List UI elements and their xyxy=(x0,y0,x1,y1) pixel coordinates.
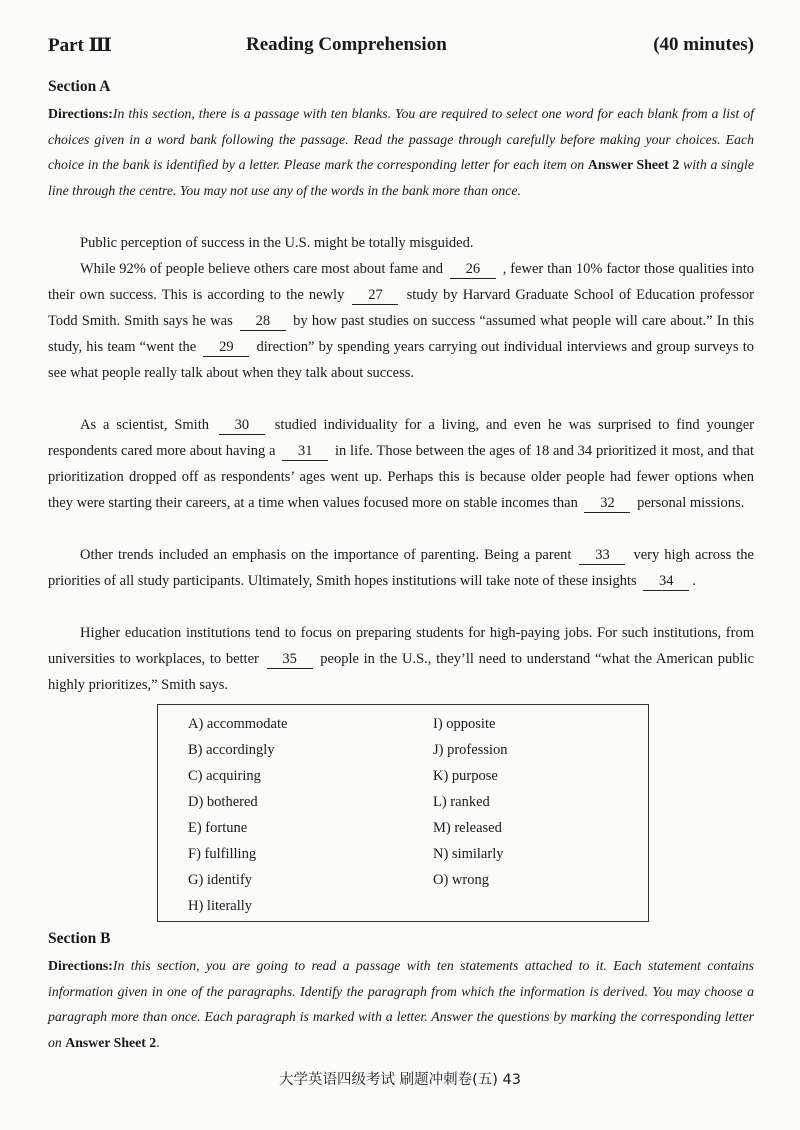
blank-35: 35 xyxy=(267,651,313,669)
directions-text: In this section, you are going to read a passage with ten statements attached to it. Each statement contains information given in one of the paragraphs. Identify the paragraph from which the information is derived. You may choose a paragraph more than once. Each paragraph is marked with a letter. Answer the questions by marking the corresponding letter on xyxy=(48,958,754,1050)
paragraph-text: , fewer than 10% factor those qualities into their own success. This is according to the newly xyxy=(48,261,754,303)
word-bank-option: F) fulfilling xyxy=(188,846,257,862)
blank-34: 34 xyxy=(643,573,689,591)
passage-paragraph-3 xyxy=(48,412,754,516)
paragraph-text: very high across the priorities of all study participants. Ultimately, Smith hopes institutions will take note of these insights xyxy=(48,547,754,589)
part-number: Part Ⅲ xyxy=(48,35,112,56)
section-b-title: Section B xyxy=(48,930,111,947)
word-bank-option: M) released xyxy=(433,820,502,836)
paragraph-text: direction” by spending years carrying out individual interviews and group surveys to see what people really talk about when they talk about success. xyxy=(48,339,754,381)
paragraph-text: in life. Those between the ages of 18 and 34 prioritized it most, and that prioritization dropped off as respondents’ ages went up. Perhaps this is because older people had fewer options when they were starting their careers, at a time when values focused more on stable incomes than xyxy=(48,443,755,511)
directions-text: with a single line through the centre. You may not use any of the words in the bank more than once. xyxy=(48,157,754,198)
word-bank-option: J) profession xyxy=(433,742,508,758)
word-bank xyxy=(157,704,649,922)
directions-text: In this section, there is a passage with ten blanks. You are required to select one word for each blank from a list of choices given in a word bank following the passage. Read the passage through carefully before making your choices. Each choice in the bank is identified by a letter. Please mark the corresponding letter for each item on xyxy=(48,106,754,172)
section-a-title: Section A xyxy=(48,78,111,95)
answer-sheet-ref: Answer Sheet 2 xyxy=(65,1034,157,1050)
word-bank-option: L) ranked xyxy=(433,794,490,810)
directions-label: Directions: xyxy=(48,106,113,121)
paragraph-text: While 92% of people believe others care most about fame and xyxy=(80,261,444,277)
word-bank-option: N) similarly xyxy=(433,846,504,862)
blank-26: 26 xyxy=(450,261,496,279)
section-b-directions xyxy=(48,953,754,1055)
paragraph-text: Public perception of success in the U.S. might be totally misguided. xyxy=(80,235,474,251)
part-header xyxy=(48,34,754,62)
word-bank-option: C) acquiring xyxy=(188,768,261,784)
blank-27: 27 xyxy=(352,287,398,305)
paragraph-text: people in the U.S., they’ll need to understand “what the American public highly prioritizes,” Smith says. xyxy=(48,651,755,693)
section-a-directions xyxy=(48,101,754,203)
passage-paragraph-2 xyxy=(48,256,754,386)
blank-32: 32 xyxy=(584,495,630,513)
paragraph-text: Higher education institutions tend to focus on preparing students for high-paying jobs. For such institutions, from universities to workplaces, to better xyxy=(48,625,754,667)
passage-paragraph-1 xyxy=(48,230,754,256)
blank-28: 28 xyxy=(240,313,286,331)
passage-paragraph-4 xyxy=(48,542,754,594)
directions-text: . xyxy=(156,1034,160,1050)
directions-label: Directions: xyxy=(48,958,113,973)
blank-31: 31 xyxy=(282,443,328,461)
paragraph-text: Other trends included an emphasis on the importance of parenting. Being a parent xyxy=(80,547,572,563)
part-title: Reading Comprehension xyxy=(246,34,447,55)
paragraph-text: by how past studies on success “assumed what people will care about.” In this study, his team “went the xyxy=(48,313,754,355)
word-bank-column-left xyxy=(188,711,287,919)
passage-paragraph-5 xyxy=(48,620,754,698)
word-bank-option: A) accommodate xyxy=(188,716,288,732)
word-bank-option: K) purpose xyxy=(433,768,498,784)
time-limit: (40 minutes) xyxy=(653,34,754,55)
paragraph-text: personal missions. xyxy=(637,495,745,511)
word-bank-option: E) fortune xyxy=(188,820,248,836)
word-bank-option: I) opposite xyxy=(433,716,496,732)
blank-29: 29 xyxy=(203,339,249,357)
paragraph-text: study by Harvard Graduate School of Education professor Todd Smith. Smith says he was xyxy=(48,287,755,329)
paragraph-text: studied individuality for a living, and even he was surprised to find younger respondents cared more about having a xyxy=(48,417,755,459)
page-footer: 大学英语四级考试 刷题冲刺卷(五) 43 xyxy=(279,1072,521,1088)
word-bank-column-right xyxy=(433,711,508,893)
word-bank-option: H) literally xyxy=(188,898,253,914)
word-bank-option: G) identify xyxy=(188,872,253,888)
answer-sheet-ref: Answer Sheet 2 xyxy=(587,157,680,172)
blank-33: 33 xyxy=(579,547,625,565)
word-bank-option: B) accordingly xyxy=(188,742,275,758)
paragraph-text: As a scientist, Smith xyxy=(80,417,209,433)
word-bank-option: D) bothered xyxy=(188,794,258,810)
word-bank-option: O) wrong xyxy=(433,872,489,888)
paragraph-text: . xyxy=(692,573,696,589)
blank-30: 30 xyxy=(219,417,265,435)
